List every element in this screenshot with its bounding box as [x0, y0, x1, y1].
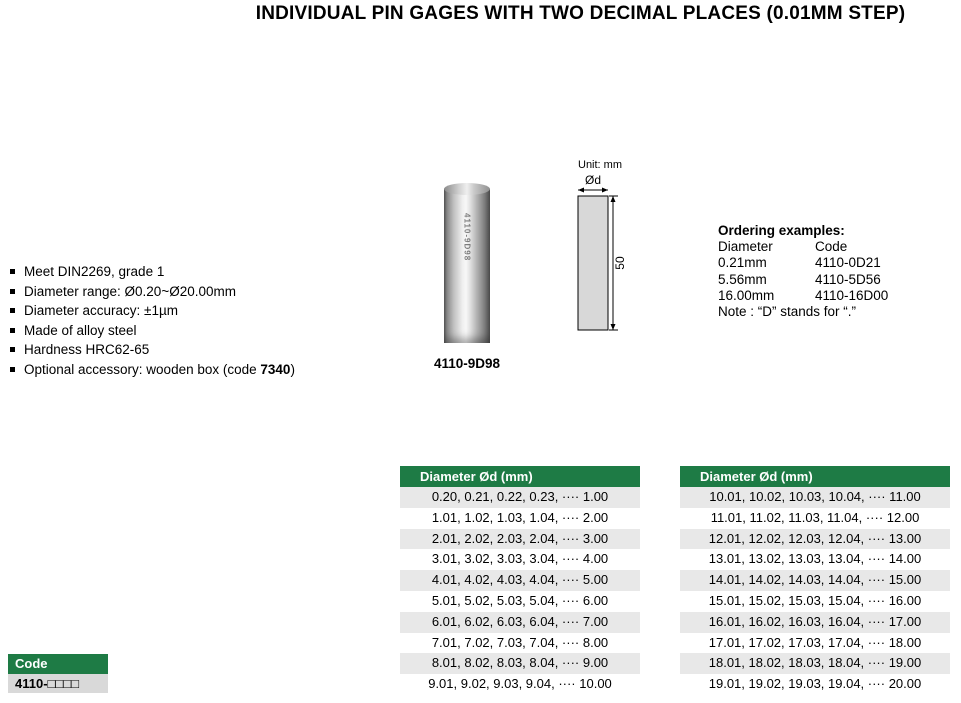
ordering-code: 4110-0D21 [815, 255, 881, 271]
product-code-label: 4110-9D98 [433, 356, 501, 371]
ordering-row [718, 255, 953, 271]
table-row: 9.01, 9.02, 9.03, 9.04, ···· 10.00 [428, 676, 612, 692]
ordering-diameter: 16.00mm [718, 287, 775, 303]
table-row: 10.01, 10.02, 10.03, 10.04, ···· 11.00 [680, 487, 950, 508]
accessory-code: 7340 [260, 361, 291, 377]
ordering-diameter: 5.56mm [718, 271, 767, 287]
table-row: 8.01, 8.02, 8.03, 8.04, ···· 9.00 [400, 653, 640, 674]
feature-text-prefix: Optional accessory: wooden box (code [24, 361, 261, 377]
table-row: 18.01, 18.02, 18.03, 18.04, ···· 19.00 [680, 653, 950, 674]
feature-text: Hardness HRC62-65 [24, 342, 150, 357]
ordering-code: 4110-5D56 [815, 271, 881, 287]
diameter-table-2 [680, 466, 950, 695]
table-header: Diameter Ød (mm) [680, 466, 950, 487]
ordering-diameter: 0.21mm [718, 255, 767, 271]
feature-text [24, 362, 295, 377]
table-row: 14.01, 14.02, 14.03, 14.04, ···· 15.00 [680, 570, 950, 591]
ordering-col-code: Code [815, 239, 848, 255]
feature-list [10, 262, 295, 379]
ordering-note: Note : “D” stands for “.” [718, 304, 857, 320]
feature-item [10, 321, 295, 341]
table-header: Diameter Ød (mm) [400, 466, 640, 487]
feature-item [10, 360, 295, 380]
page-title: INDIVIDUAL PIN GAGES WITH TWO DECIMAL PLACES (0.01MM STEP) [255, 3, 906, 24]
ordering-row [718, 288, 953, 304]
table-row: 16.01, 16.02, 16.03, 16.04, ···· 17.00 [680, 612, 950, 633]
height-dimension-label: 50 [613, 256, 627, 270]
ordering-examples [718, 223, 953, 320]
ordering-code: 4110-16D00 [815, 287, 889, 303]
code-box-header: Code [8, 654, 108, 674]
dimension-drawing [563, 172, 645, 348]
table-row: 2.01, 2.02, 2.03, 2.04, ···· 3.00 [400, 529, 640, 550]
feature-text: Meet DIN2269, grade 1 [24, 264, 165, 279]
pin-gage-photo [444, 183, 490, 343]
width-dimension-line [578, 188, 608, 193]
ordering-row [718, 272, 953, 288]
feature-text: Diameter accuracy: ±1µm [24, 303, 178, 318]
pin-etched-marking: 4110-9D98 [462, 213, 472, 262]
table-row: 12.01, 12.02, 12.03, 12.04, ···· 13.00 [680, 529, 950, 550]
table-row: 3.01, 3.02, 3.03, 3.04, ···· 4.00 [431, 551, 609, 567]
unit-label: Unit: mm [578, 159, 622, 171]
table-row: 13.01, 13.02, 13.03, 13.04, ···· 14.00 [708, 551, 922, 567]
feature-text-suffix: ) [290, 361, 295, 377]
pin-top-face [444, 183, 490, 195]
feature-item [10, 340, 295, 360]
code-box-value: 4110-□□□□ [8, 674, 108, 693]
feature-item [10, 262, 295, 282]
code-box [8, 654, 108, 693]
diameter-table-1 [400, 466, 640, 695]
table-row: 6.01, 6.02, 6.03, 6.04, ···· 7.00 [400, 612, 640, 633]
bullet-icon [10, 347, 15, 352]
bullet-icon [10, 367, 15, 372]
table-row: 1.01, 1.02, 1.03, 1.04, ···· 2.00 [431, 509, 609, 525]
bullet-icon [10, 289, 15, 294]
table-row: 19.01, 19.02, 19.03, 19.04, ···· 20.00 [708, 676, 922, 692]
table-row: 11.01, 11.02, 11.03, 11.04, ···· 12.00 [710, 509, 920, 525]
feature-item [10, 301, 295, 321]
bullet-icon [10, 269, 15, 274]
bullet-icon [10, 308, 15, 313]
ordering-title: Ordering examples: [718, 223, 845, 238]
ordering-header-row [718, 239, 953, 255]
table-row: 0.20, 0.21, 0.22, 0.23, ···· 1.00 [400, 487, 640, 508]
diameter-symbol-label: Ød [584, 173, 602, 187]
pin-outline-rect [578, 196, 608, 330]
feature-text: Made of alloy steel [24, 322, 137, 338]
table-row: 7.01, 7.02, 7.03, 7.04, ···· 8.00 [431, 634, 609, 650]
table-row: 5.01, 5.02, 5.03, 5.04, ···· 6.00 [431, 592, 609, 608]
table-row: 17.01, 17.02, 17.03, 17.04, ···· 18.00 [708, 634, 922, 650]
table-row: 15.01, 15.02, 15.03, 15.04, ···· 16.00 [708, 592, 922, 608]
bullet-icon [10, 328, 15, 333]
table-row: 4.01, 4.02, 4.03, 4.04, ···· 5.00 [400, 570, 640, 591]
feature-text: Diameter range: Ø0.20~Ø20.00mm [24, 283, 236, 299]
ordering-col-diameter: Diameter [718, 239, 773, 255]
feature-item [10, 282, 295, 302]
